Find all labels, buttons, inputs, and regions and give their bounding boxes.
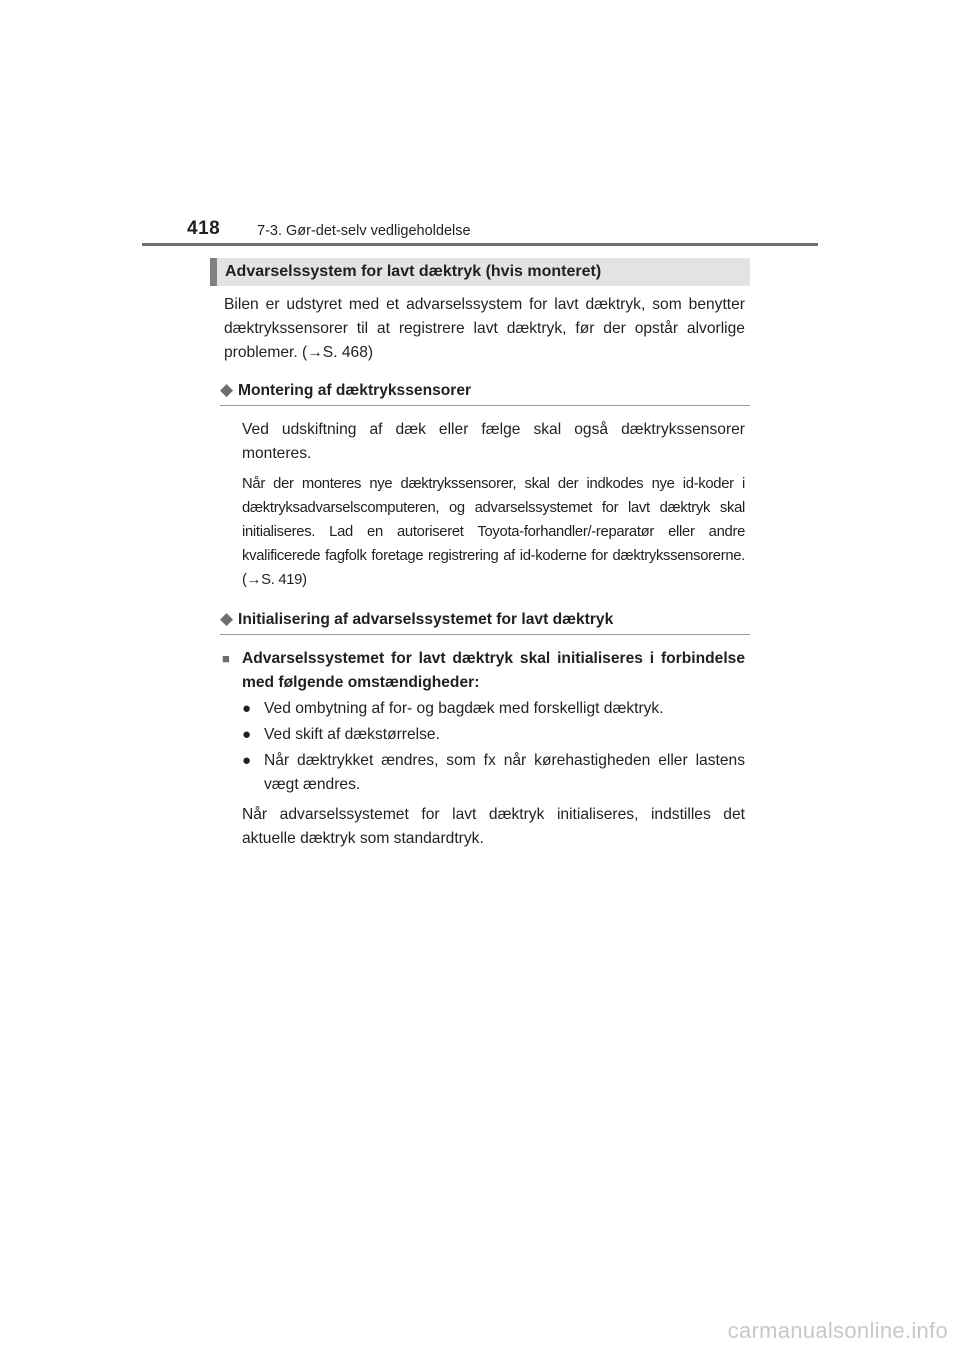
section-title: Advarselssystem for lavt dæktryk (hvis monteret) xyxy=(210,258,750,286)
square-bullet-icon: ■ xyxy=(222,651,230,666)
page-header xyxy=(0,0,960,250)
condition-list xyxy=(242,697,745,797)
bullet-icon: ● xyxy=(242,726,252,743)
diamond-icon: ◆ xyxy=(220,609,234,628)
list-item-text: Ved skift af dækstørrelse. xyxy=(264,726,440,743)
mounting-paragraph-2: Når der monteres nye dæktrykssensorer, skal der indkodes nye id-koder i dæktryksadvarselscomputeren, og advarselssystemet for lavt dæktryk skal initialiseres. Lad en autoriseret Toyota-forhandler/-reparatør eller andre kvalificerede fagfolk foretage registrering af id-koderne for dæktrykssensorerne. (→S. 419) xyxy=(242,476,745,588)
list-item xyxy=(242,697,745,721)
list-item xyxy=(242,749,745,797)
condition-text: Advarselssystemet for lavt dæktryk skal initialiseres i forbindelse med følgende omstændigheder: xyxy=(242,650,745,691)
mounting-paragraph-1: Ved udskiftning af dæk eller fælge skal også dæktrykssensorer monteres. xyxy=(242,421,745,462)
main-content xyxy=(210,258,750,851)
intro-paragraph: Bilen er udstyret med et advarselssystem for lavt dæktryk, som benytter dæktrykssensorer til at registrere lavt dæktryk, før der opstår alvorlige problemer. (→S. 468) xyxy=(224,296,745,361)
subheading-init xyxy=(220,608,750,635)
closing-paragraph: Når advarselssystemet for lavt dæktryk initialiseres, indstilles det aktuelle dæktryk som standardtryk. xyxy=(242,806,745,847)
list-item-text: Ved ombytning af for- og bagdæk med forskelligt dæktryk. xyxy=(264,700,664,717)
page-number: 418 xyxy=(187,218,221,239)
condition-heading xyxy=(222,647,745,695)
bullet-icon: ● xyxy=(242,752,252,769)
subheading-mounting xyxy=(220,379,750,406)
watermark: carmanualsonline.info xyxy=(727,1318,948,1343)
list-item xyxy=(242,723,745,747)
subheading-init-label: Initialisering af advarselssystemet for lavt dæktryk xyxy=(238,611,614,628)
diamond-icon: ◆ xyxy=(220,380,234,399)
subheading-mounting-label: Montering af dæktrykssensorer xyxy=(238,382,472,399)
chapter-title: 7-3. Gør-det-selv vedligeholdelse xyxy=(257,223,471,239)
list-item-text: Når dæktrykket ændres, som fx når kørehastigheden eller lastens vægt ændres. xyxy=(264,752,745,793)
bullet-icon: ● xyxy=(242,700,252,717)
header-rule xyxy=(142,243,818,246)
